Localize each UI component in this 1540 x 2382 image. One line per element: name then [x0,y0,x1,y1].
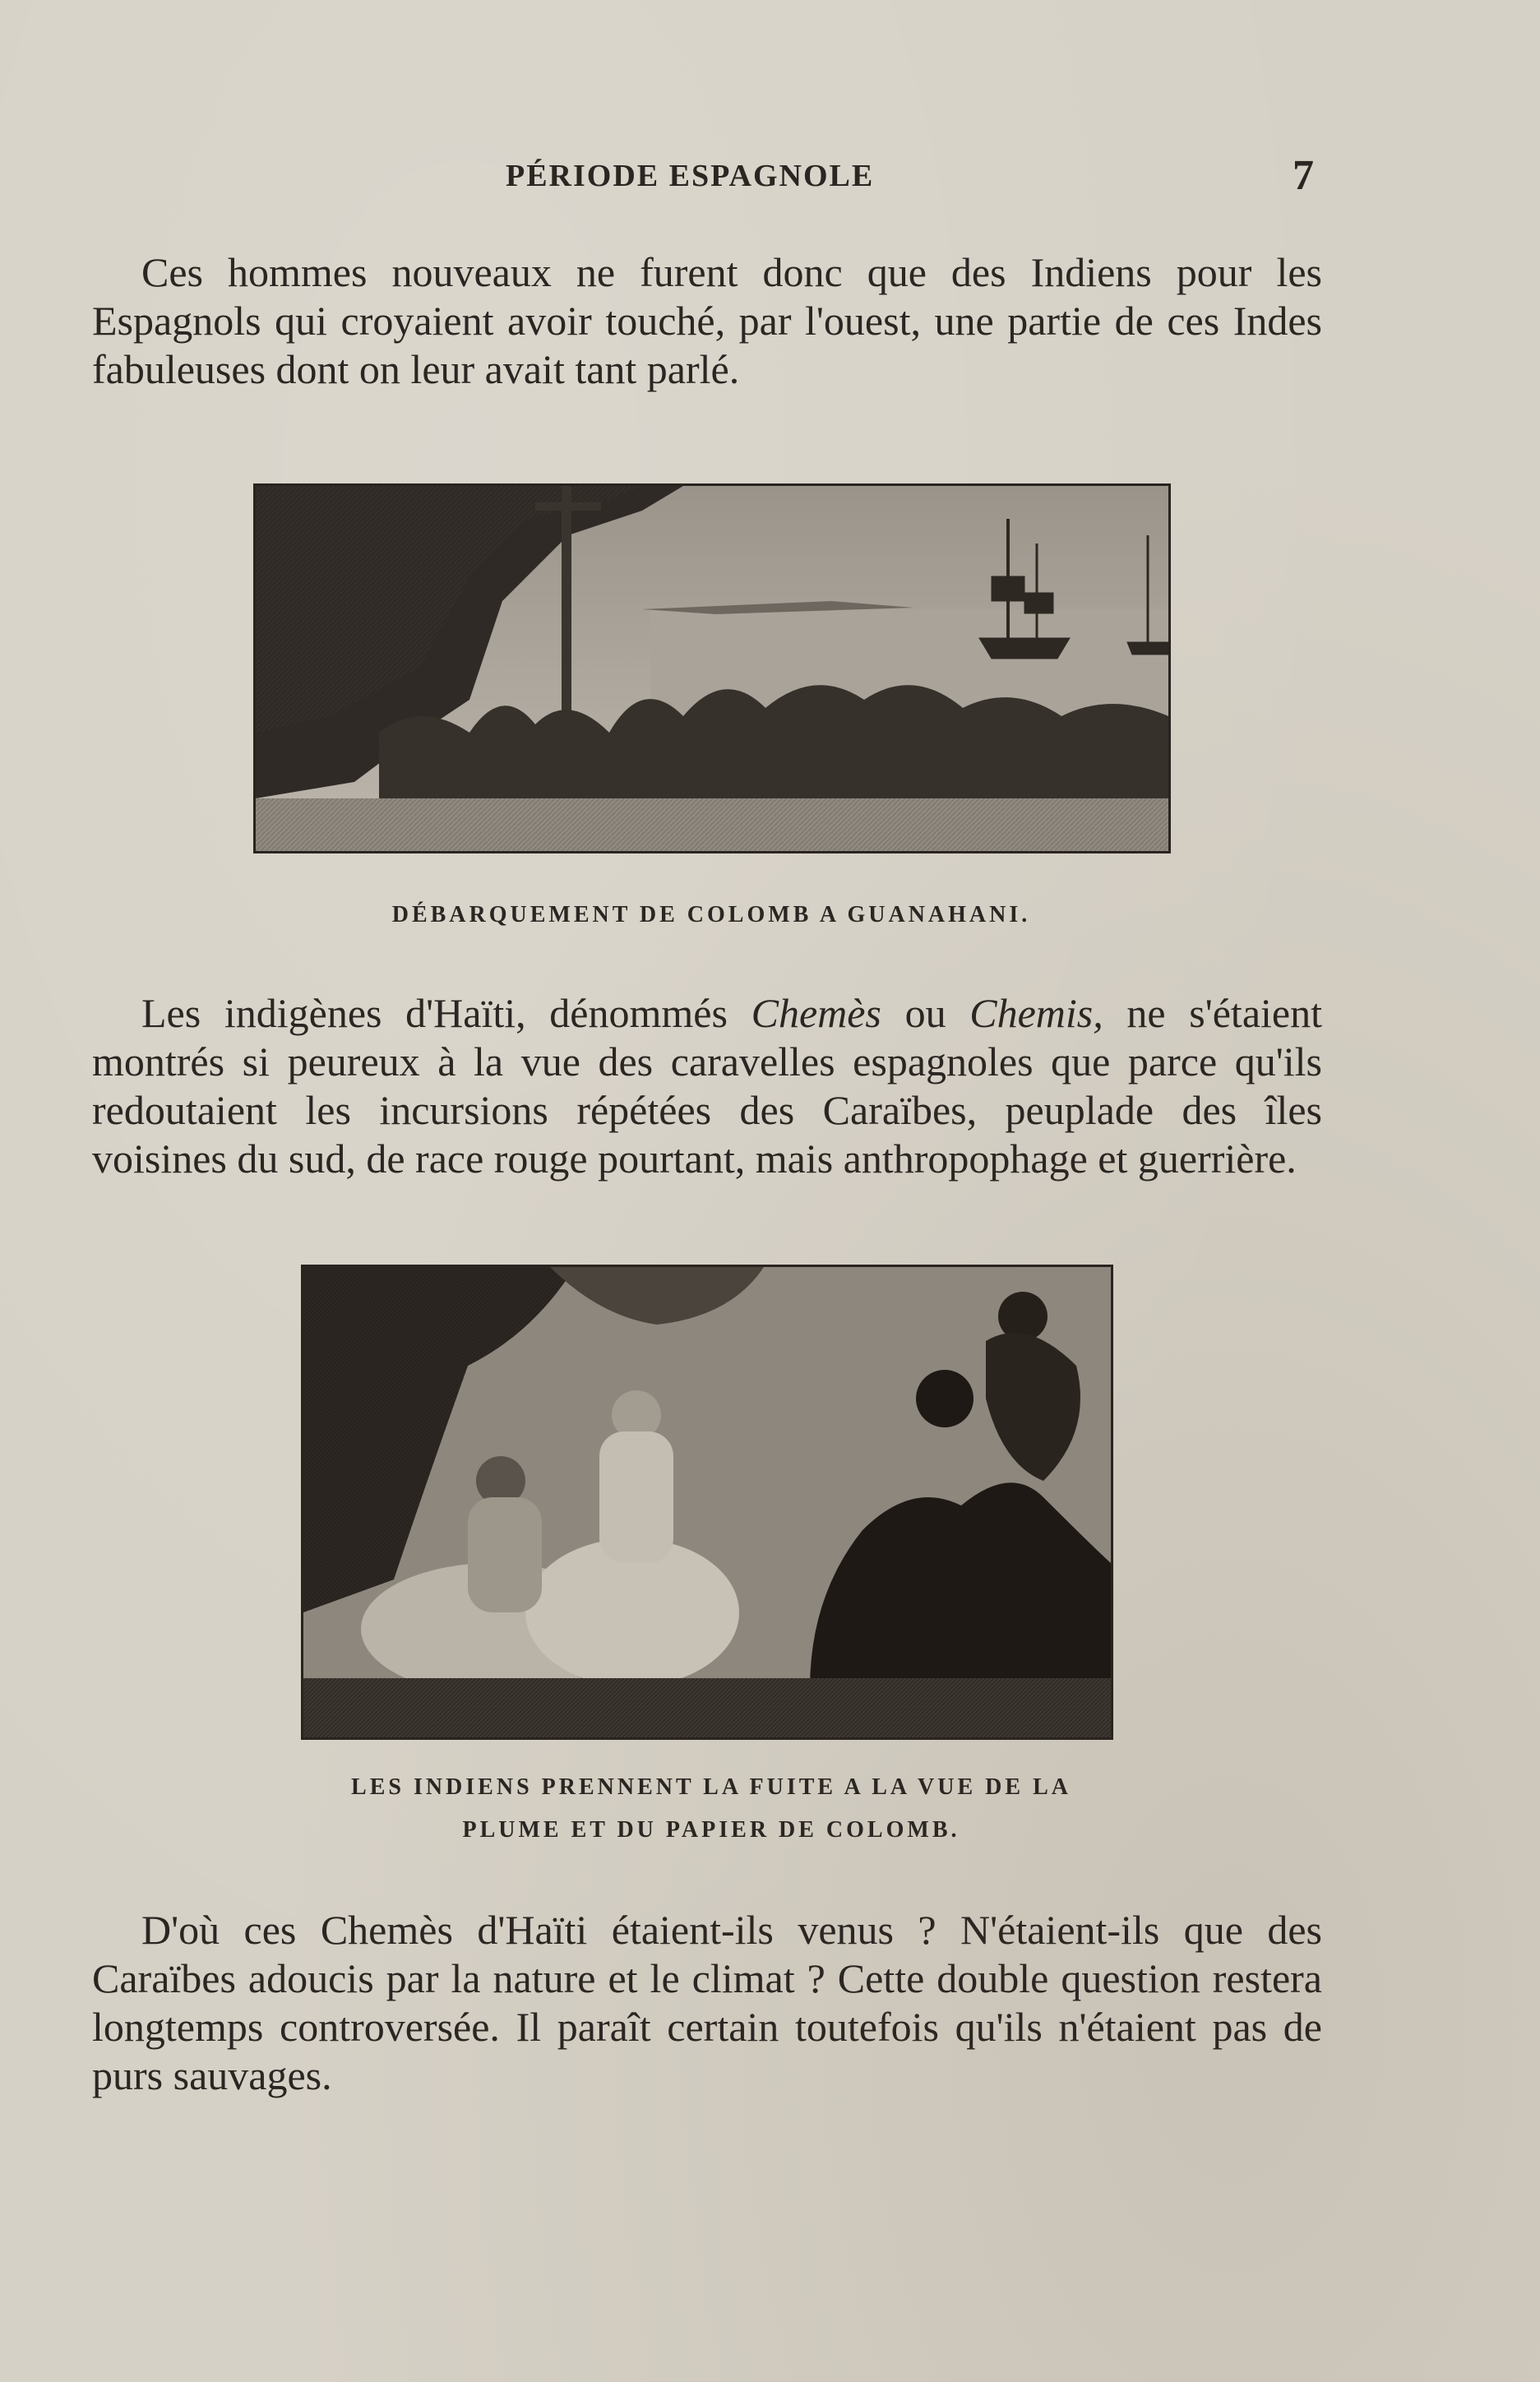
figure-2-caption-line-2: PLUME ET DU PAPIER DE COLOMB. [462,1817,960,1843]
paragraph-2-text-a: Les indigènes d'Haïti, dénommés [141,990,752,1036]
paragraph-2-italic-chemes: Chemès [751,990,881,1036]
indians-flee-illustration [301,1265,1113,1740]
paragraph-1-text: Ces hommes nouveaux ne furent donc que des Indiens pour les Espagnols qui croyaient avoir touché, par l'ouest, une partie de ces Indes fabuleuses dont on leur avait tant parlé. [92,249,1322,392]
landing-of-columbus-illustration [253,483,1171,853]
landing-engraving [256,486,1168,851]
paragraph-1 [92,248,1322,394]
page-number: 7 [1293,152,1314,199]
paragraph-2 [92,989,1322,1183]
paragraph-2-text-c: ne s'étaient montrés si peureux à la vue des caravelles espagnoles que parce qu'ils redoutaient les incursions répétées des Caraïbes, peuplade des îles voisines du sud, de race rouge pourtant, mais anthropophage et guerrière. [92,990,1322,1182]
paragraph-3 [92,1906,1322,2100]
paragraph-2-italic-chemis: Chemis, [969,990,1103,1036]
paragraph-3-text: D'où ces Chemès d'Haïti étaient-ils venus ? N'étaient-ils que des Caraïbes adoucis par la nature et le climat ? Cette double question restera longtemps controversée. Il paraît certain toutefois qu'ils n'étaient pas de purs sauvages. [92,1907,1322,2098]
figure-1-caption: DÉBARQUEMENT DE COLOMB A GUANAHANI. [391,902,1031,927]
running-head [90,152,1324,199]
running-title: PÉRIODE ESPAGNOLE [506,159,875,193]
paragraph-2-text-b: ou [881,990,970,1036]
figure-2-caption-line-1: LES INDIENS PRENNENT LA FUITE A LA VUE DE LA [351,1774,1071,1800]
indians-engraving [303,1267,1111,1737]
